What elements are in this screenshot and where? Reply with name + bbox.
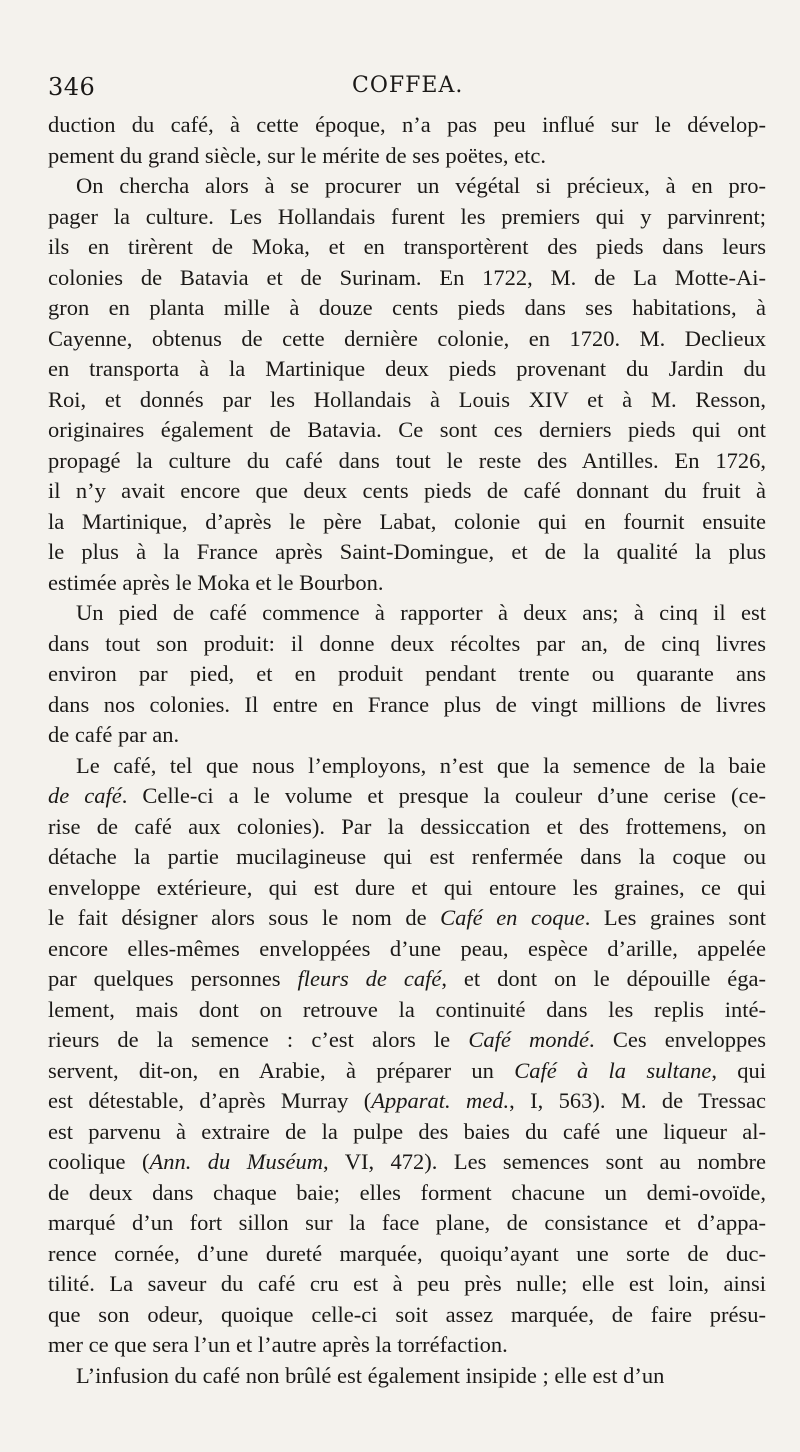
text-run: originaires également de Batavia. Ce sont ces derniers pieds qui ont (48, 417, 766, 442)
italic-text: fleurs de café (297, 966, 442, 991)
text-run: marqué d’un fort sillon sur la face plane, de consistance et d’appa- (48, 1210, 766, 1235)
text-line (48, 964, 766, 995)
text-run: . Ces enveloppes (589, 1027, 766, 1052)
text-run: rieurs de la semence : c’est alors le (48, 1027, 469, 1052)
text-line (48, 385, 766, 416)
text-run: , I, 563). M. de Tressac (509, 1088, 766, 1113)
text-line (48, 537, 766, 568)
text-line (48, 1056, 766, 1087)
text-run: de café par an. (48, 722, 180, 747)
text-line (48, 1300, 766, 1331)
text-line (48, 903, 766, 934)
text-run: L’infusion du café non brûlé est également insipide ; elle est d’un (76, 1362, 665, 1388)
text-run: est détestable, d’après Murray ( (48, 1088, 372, 1113)
text-line (48, 507, 766, 538)
text-line (48, 659, 766, 690)
text-run: en transporta à la Martinique deux pieds provenant du Jardin du (48, 356, 766, 381)
body-text (48, 110, 766, 1391)
text-line (48, 354, 766, 385)
text-line (48, 1269, 766, 1300)
text-run: que son odeur, quoique celle-ci soit assez marquée, de faire présu- (48, 1301, 766, 1327)
text-run: servent, dit-on, en Arabie, à préparer un (48, 1057, 515, 1083)
text-line (48, 568, 766, 599)
paragraph (48, 751, 766, 1361)
text-line (48, 110, 766, 141)
text-run: On chercha alors à se procurer un végétal si précieux, à en pro- (76, 173, 766, 198)
text-run: est parvenu à extraire de la pulpe des baies du café une liqueur al- (48, 1118, 766, 1144)
text-run: . Les graines sont (584, 905, 766, 930)
text-run: Un pied de café commence à rapporter à deux ans; à cinq il est (76, 600, 766, 625)
text-run: mer ce que sera l’un et l’autre après la torréfaction. (48, 1332, 508, 1357)
text-line (48, 1330, 766, 1361)
text-run: , qui (711, 1057, 766, 1083)
text-line (48, 476, 766, 507)
text-run: duction du café, à cette époque, n’a pas peu influé sur le dévelop- (48, 112, 766, 137)
text-line (48, 171, 766, 202)
text-line (48, 995, 766, 1026)
text-run: dans nos colonies. Il entre en France plus de vingt millions de livres (48, 691, 766, 717)
text-line (48, 1117, 766, 1148)
text-line (48, 1086, 766, 1117)
text-line (48, 720, 766, 751)
paragraph (48, 1361, 766, 1392)
text-line (48, 446, 766, 477)
page-number: 346 (48, 73, 96, 101)
text-line (48, 842, 766, 873)
text-run: estimée après le Moka et le Bourbon. (48, 569, 384, 595)
paragraph (48, 598, 766, 751)
text-run: rise de café aux colonies). Par la dessiccation et des frottemens, on (48, 813, 766, 839)
text-run: gron en planta mille à douze cents pieds dans ses habitations, à (48, 295, 766, 320)
text-line (48, 293, 766, 324)
text-run: coolique ( (48, 1149, 150, 1174)
italic-text: Ann. du Muséum (149, 1149, 324, 1174)
text-run: tilité. La saveur du café cru est à peu près nulle; elle est loin, ainsi (48, 1271, 766, 1296)
text-run: environ par pied, et en produit pendant trente ou quarante ans (48, 661, 766, 686)
text-line (48, 1147, 766, 1178)
text-run: . Celle-ci a le volume et presque la couleur d’une cerise (ce- (121, 783, 766, 808)
italic-text: Café à la sultane (514, 1057, 712, 1083)
text-line (48, 324, 766, 355)
text-line (48, 263, 766, 294)
text-line (48, 232, 766, 263)
text-run: , et dont on le dépouille éga- (441, 966, 766, 991)
text-run: colonies de Batavia et de Surinam. En 1722, M. de La Motte-Ai- (48, 264, 766, 290)
italic-text: de café (48, 783, 122, 808)
italic-text: Café en coque (440, 905, 585, 930)
text-run: par quelques personnes (48, 966, 298, 991)
text-line (48, 629, 766, 660)
text-run: enveloppe extérieure, qui est dure et qui entoure les graines, ce qui (48, 874, 766, 900)
text-line (48, 1208, 766, 1239)
text-run: Roi, et donnés par les Hollandais à Louis XIV et à M. Resson, (48, 386, 766, 412)
running-title: COFFEA. (352, 73, 464, 98)
text-run: encore elles-mêmes enveloppées d’une peau, espèce d’arille, appelée (48, 935, 766, 961)
text-run: le fait désigner alors sous le nom de (48, 905, 441, 930)
text-line (48, 202, 766, 233)
text-run: propagé la culture du café dans tout le reste des Antilles. En 1726, (48, 447, 766, 473)
text-run: ils en tirèrent de Moka, et en transportèrent des pieds dans leurs (48, 234, 766, 259)
text-line (48, 598, 766, 629)
text-run: il n’y avait encore que deux cents pieds de café donnant du fruit à (48, 478, 766, 503)
text-run: le plus à la France après Saint-Domingue, et de la qualité la plus (48, 539, 766, 564)
text-run: rence cornée, d’une dureté marquée, quoiqu’ayant une sorte de duc- (48, 1240, 766, 1266)
text-line (48, 934, 766, 965)
text-line (48, 141, 766, 172)
text-line (48, 873, 766, 904)
paragraph (48, 171, 766, 598)
italic-text: Café mondé (468, 1027, 590, 1052)
text-run: Cayenne, obtenus de cette dernière colonie, en 1720. M. Declieux (48, 325, 766, 351)
text-line (48, 1239, 766, 1270)
text-run: la Martinique, d’après le père Labat, colonie qui en fournit ensuite (48, 508, 766, 534)
page-header (48, 73, 770, 109)
text-run: dans tout son produit: il donne deux récoltes par an, de cinq livres (48, 630, 766, 656)
text-line (48, 812, 766, 843)
text-line (48, 1025, 766, 1056)
text-line (48, 751, 766, 782)
text-run: pement du grand siècle, sur le mérite de ses poëtes, etc. (48, 142, 546, 168)
text-run: Le café, tel que nous l’employons, n’est que la semence de la baie (76, 752, 766, 778)
text-line (48, 1361, 766, 1392)
text-run: pager la culture. Les Hollandais furent les premiers qui y parvinrent; (48, 203, 766, 229)
text-run: de deux dans chaque baie; elles forment chacune un demi-ovoïde, (48, 1179, 766, 1205)
text-line (48, 781, 766, 812)
text-line (48, 1178, 766, 1209)
italic-text: Apparat. med. (371, 1088, 510, 1113)
text-run: lement, mais dont on retrouve la continuité dans les replis inté- (48, 996, 766, 1022)
text-run: , VI, 472). Les semences sont au nombre (323, 1149, 766, 1174)
text-line (48, 690, 766, 721)
text-run: détache la partie mucilagineuse qui est renfermée dans la coque ou (48, 844, 766, 869)
paragraph (48, 110, 766, 171)
text-line (48, 415, 766, 446)
